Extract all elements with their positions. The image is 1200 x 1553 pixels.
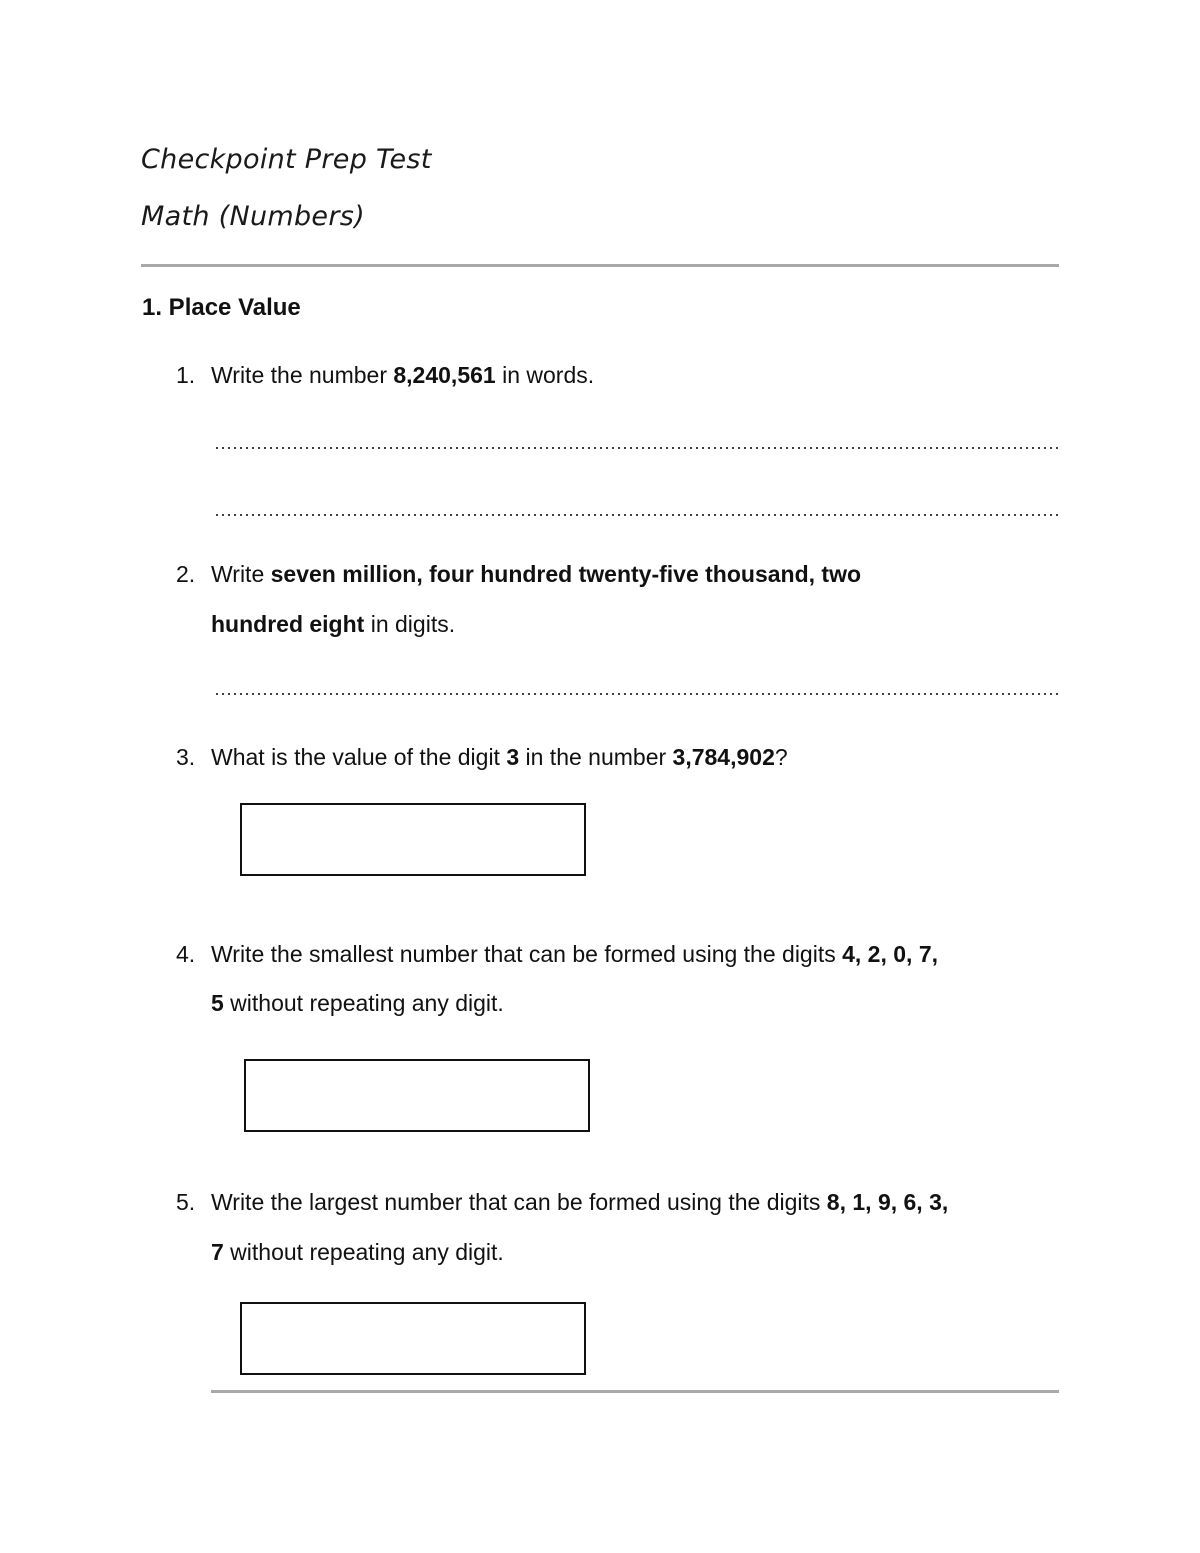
question-1-text	[211, 362, 594, 389]
text-run: Write the largest number that can be formed using the digits	[211, 1189, 827, 1215]
text-run: Write the number	[211, 362, 394, 388]
answer-line[interactable]	[214, 692, 1058, 696]
question-2-text-line2	[211, 611, 455, 638]
question-5-text	[211, 1189, 948, 1216]
text-run: in digits.	[364, 611, 456, 637]
header-divider	[141, 264, 1059, 267]
question-number: 2.	[176, 561, 196, 587]
bold-text-run: seven million, four hundred twenty-five thousand, two	[270, 561, 862, 587]
bold-text-run: 8,240,561	[393, 362, 496, 388]
text-run: without repeating any digit.	[223, 990, 504, 1016]
question-3-text	[211, 744, 788, 771]
answer-box[interactable]	[244, 1059, 590, 1132]
question-4-text-line2	[211, 990, 504, 1017]
text-run: Write the smallest number that can be formed using the digits	[211, 941, 843, 967]
question-4-text	[211, 941, 938, 968]
text-run: in the number	[519, 744, 673, 770]
question-number: 1.	[176, 362, 196, 388]
bold-text-run: 7	[211, 1239, 224, 1265]
bold-text-run: 3,784,902	[672, 744, 775, 770]
question-number: 4.	[176, 941, 196, 967]
question-2-text	[211, 561, 861, 588]
bold-text-run: 8, 1, 9, 6, 3,	[826, 1189, 949, 1215]
footer-divider	[211, 1390, 1059, 1393]
bold-text-run: 3	[506, 744, 520, 770]
text-run: without repeating any digit.	[223, 1239, 504, 1265]
page-title: Checkpoint Prep Test	[141, 144, 432, 175]
bold-text-run: hundred eight	[211, 611, 365, 637]
bold-text-run: 5	[211, 990, 224, 1016]
answer-line[interactable]	[214, 513, 1058, 517]
question-number: 5.	[176, 1189, 196, 1215]
question-number: 3.	[176, 744, 196, 770]
bold-text-run: 4, 2, 0, 7,	[842, 941, 939, 967]
section-heading: 1. Place Value	[142, 294, 301, 321]
text-run: What is the value of the digit	[211, 744, 507, 770]
answer-box[interactable]	[240, 1302, 586, 1375]
answer-box[interactable]	[240, 803, 586, 876]
page-subtitle: Math (Numbers)	[141, 201, 365, 232]
answer-line[interactable]	[214, 446, 1058, 450]
text-run: ?	[774, 744, 788, 770]
text-run: Write	[211, 561, 271, 587]
question-5-text-line2	[211, 1239, 504, 1266]
text-run: in words.	[495, 362, 595, 388]
